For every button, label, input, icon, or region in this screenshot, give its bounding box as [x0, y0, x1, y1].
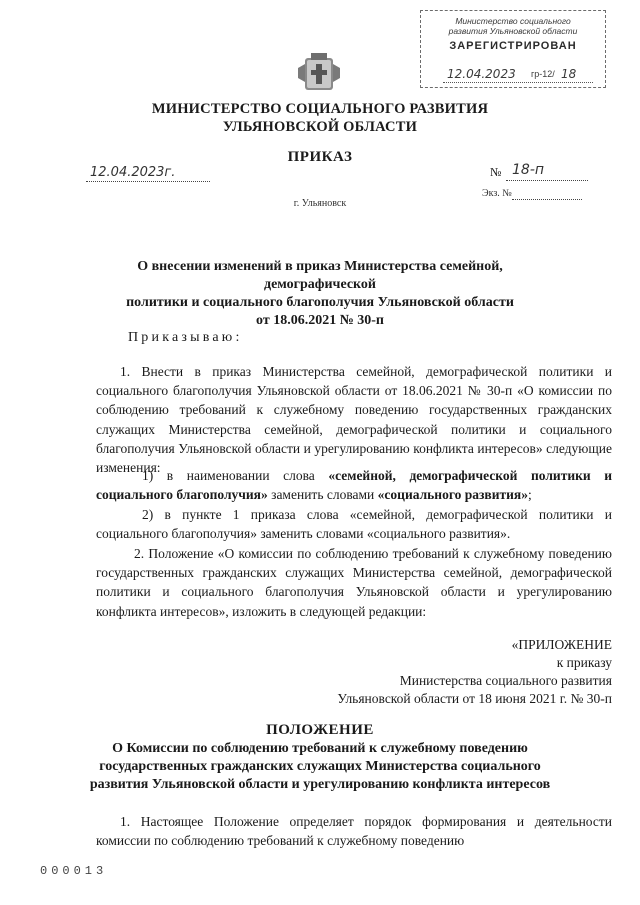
regulation-line3: развития Ульяновской области и урегулированию конфликта интересов — [89, 777, 551, 792]
order-date: 12.04.2023г. — [90, 165, 176, 180]
order-number-label: № — [490, 165, 502, 179]
orders-word: Приказываю: — [128, 330, 243, 345]
subject-line1: О внесении изменений в приказ Министерства семейной, демографической — [137, 259, 503, 292]
appendix-line1: «ПРИЛОЖЕНИЕ — [511, 637, 612, 652]
ministry-title — [0, 100, 640, 136]
copy-number-label: Экз. № — [482, 188, 512, 199]
paragraph-1: 1. Внести в приказ Министерства семейной, демографической политики и социального благополучия Ульяновской области от 18.06.2021 № 30-п «О комиссии по соблюдению требований к служебному поведению государственных гражданских служащих Министерства семейной, демографической политики и социального благополучия Ульяновской области и урегулированию конфликта интересов» следующие изменения: — [96, 364, 612, 476]
regulation-title: ПОЛОЖЕНИЕ — [266, 722, 374, 738]
regulation-line2: государственных гражданских служащих Министерства социального — [99, 759, 541, 774]
doc-type: ПРИКАЗ — [287, 149, 353, 165]
stamp-line2: развития Ульяновской области — [448, 26, 578, 36]
subject-line2: политики и социального благополучия Ульяновской области — [126, 295, 514, 310]
appendix-line2: к приказу — [556, 655, 612, 670]
appendix-header — [337, 636, 612, 708]
appendix-line4: Ульяновской области от 18 июня 2021 г. № 30-п — [337, 691, 612, 706]
ministry-line1: МИНИСТЕРСТВО СОЦИАЛЬНОГО РАЗВИТИЯ — [151, 101, 489, 117]
paragraph-2: 2. Положение «О комиссии по соблюдению требований к служебному поведению государственных гражданских служащих Министерства семейной, демографической политики и социального благополучия Ульяновской области и урегулированию конфликта интересов», изложить в следующей редакции: — [96, 546, 612, 619]
coat-of-arms-emblem — [296, 52, 342, 92]
p2-end: ; — [527, 487, 532, 503]
stamp-line1: Министерство социального — [455, 16, 571, 26]
p2-prefix: 1) в наименовании слова — [142, 468, 329, 483]
ministry-line2: УЛЬЯНОВСКОЙ ОБЛАСТИ — [222, 119, 418, 135]
page-number: 000013 — [40, 864, 108, 878]
regulation-paragraph-1: 1. Настоящее Положение определяет порядок формирования и деятельности комиссии по соблюдению требований к служебному поведению — [96, 814, 612, 849]
city: г. Ульяновск — [293, 198, 347, 209]
stamp-number: 18 — [561, 67, 577, 81]
paragraph-1-2: 2) в пункте 1 приказа слова «семейной, демографической политики и социального благополучия» заменить словами «социального развития». — [96, 507, 612, 542]
order-number: 18-п — [512, 162, 545, 178]
stamp-code: гр-12/ — [531, 69, 555, 79]
stamp-registered: ЗАРЕГИСТРИРОВАН — [449, 40, 577, 52]
regulation-line1: О Комиссии по соблюдению требований к служебному поведению — [112, 741, 528, 756]
p2-bold1: «семейной, демографической политики и социального благополучия» — [96, 468, 612, 503]
regulation-subtitle — [70, 740, 570, 794]
subject-line3: от 18.06.2021 № 30-п — [256, 313, 384, 328]
stamp-date: 12.04.2023 — [447, 67, 516, 81]
p2-bold2: «социального развития» — [377, 487, 528, 503]
appendix-line3: Министерства социального развития — [399, 673, 612, 688]
registration-stamp — [420, 10, 606, 88]
paragraph-1-1 — [96, 466, 612, 504]
p2-mid: заменить словами — [267, 487, 378, 503]
order-subject — [80, 258, 560, 330]
